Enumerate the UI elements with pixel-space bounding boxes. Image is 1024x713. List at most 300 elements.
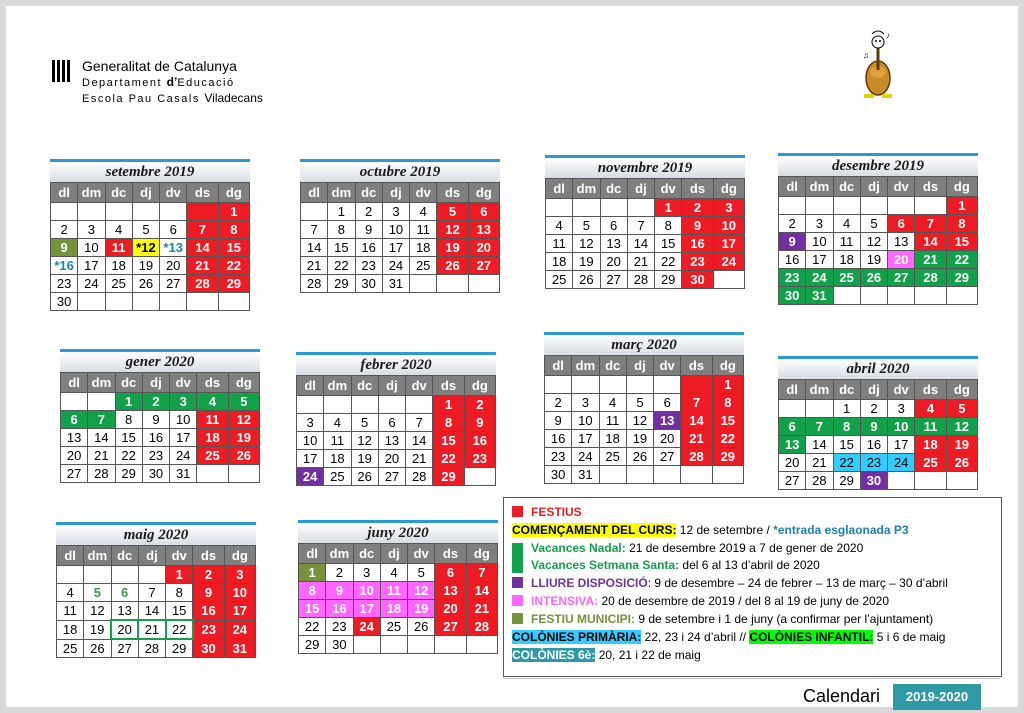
month-title: desembre 2019 (778, 153, 978, 176)
day-cell: 21 (187, 257, 218, 275)
day-header-row (301, 183, 500, 203)
day-cell: 23 (326, 618, 353, 636)
month-setembre (50, 159, 250, 311)
week-row (779, 269, 978, 287)
empty-cell (860, 197, 887, 215)
day-cell: 24 (297, 468, 324, 486)
day-cell: 14 (466, 582, 497, 600)
day-header: dj (382, 183, 409, 203)
day-cell: 13 (111, 602, 138, 621)
day-cell: 5 (626, 394, 653, 412)
week-row (57, 566, 256, 584)
day-cell: 27 (468, 257, 499, 275)
day-cell: 8 (946, 215, 977, 233)
day-header: dl (545, 356, 572, 376)
day-cell: 3 (297, 414, 324, 432)
day-cell: 17 (297, 450, 324, 468)
day-cell: 7 (88, 411, 115, 429)
week-row (61, 411, 260, 429)
week-row (779, 454, 978, 472)
day-cell: 5 (860, 215, 887, 233)
month-juny (298, 520, 498, 654)
legend-lliure: LLIURE DISPOSICIÓ: 9 de desembre – 24 de febrer – 13 de març – 30 d’abril (512, 575, 948, 592)
day-cell: 30 (779, 287, 806, 305)
day-cell: 8 (833, 418, 860, 436)
day-cell: 4 (197, 393, 228, 411)
day-cell: 28 (301, 275, 328, 293)
legend-festius: FESTIUS (512, 504, 582, 521)
day-header: dv (160, 183, 187, 203)
day-cell: 9 (682, 217, 713, 235)
day-cell: 18 (410, 239, 437, 257)
day-cell: 6 (468, 203, 499, 221)
day-cell: 26 (860, 269, 887, 287)
day-cell: 16 (860, 436, 887, 454)
day-cell: 22 (115, 447, 142, 465)
day-cell: 18 (915, 436, 946, 454)
empty-cell (437, 275, 468, 293)
day-header: dm (88, 373, 115, 393)
month-grid (544, 355, 744, 484)
day-cell: 23 (545, 448, 572, 466)
day-cell: 29 (712, 448, 743, 466)
day-cell: 15 (115, 429, 142, 447)
day-cell: 18 (324, 450, 351, 468)
day-cell: 30 (545, 466, 572, 484)
empty-cell (324, 396, 351, 414)
day-cell: 23 (779, 269, 806, 287)
day-header: dg (466, 544, 497, 564)
day-cell: 21 (627, 253, 654, 271)
day-cell: 22 (833, 454, 860, 472)
empty-cell (545, 376, 572, 394)
empty-cell (51, 203, 78, 221)
festius-swatch (512, 506, 523, 517)
day-header: dc (833, 380, 860, 400)
day-header-row (51, 183, 250, 203)
empty-cell (779, 197, 806, 215)
day-cell: 13 (600, 235, 627, 253)
day-header: dm (324, 376, 351, 396)
day-cell: 12 (860, 233, 887, 251)
day-cell: 11 (57, 602, 84, 621)
day-cell: 1 (712, 376, 743, 394)
day-cell: 11 (599, 412, 626, 430)
empty-cell (833, 287, 860, 305)
day-cell: 2 (464, 396, 495, 414)
day-cell: 13 (435, 582, 466, 600)
day-cell: 9 (464, 414, 495, 432)
week-row (299, 600, 498, 618)
week-row (546, 217, 745, 235)
day-cell: 4 (833, 215, 860, 233)
footer-year-badge: 2019-2020 (893, 684, 981, 710)
empty-cell (187, 293, 218, 311)
day-cell: 15 (218, 239, 249, 257)
week-row (545, 466, 744, 484)
page-border-left (0, 0, 6, 713)
day-cell: 16 (142, 429, 169, 447)
legend-comencament: COMENÇAMENT DEL CURS: 12 de setembre / *entrada esglaonada P3 (512, 523, 909, 537)
day-cell: 24 (713, 253, 744, 271)
day-cell: 25 (410, 257, 437, 275)
week-row (57, 584, 256, 602)
day-cell: 12 (626, 412, 653, 430)
day-cell: 29 (833, 472, 860, 490)
empty-cell (410, 275, 437, 293)
day-cell: 26 (626, 448, 653, 466)
legend-box (503, 497, 1002, 677)
day-cell: 22 (166, 620, 193, 639)
day-header: dj (626, 356, 653, 376)
day-cell: 2 (142, 393, 169, 411)
day-cell: 17 (888, 436, 915, 454)
day-cell: 29 (655, 271, 682, 289)
empty-cell (88, 393, 115, 411)
month-grid (298, 543, 498, 654)
empty-cell (712, 466, 743, 484)
day-cell: *12 (132, 239, 159, 257)
day-cell: 5 (437, 203, 468, 221)
day-header: dg (464, 376, 495, 396)
day-cell: 11 (410, 221, 437, 239)
month-title: febrer 2020 (296, 352, 496, 375)
day-cell: 14 (187, 239, 218, 257)
day-header: dv (406, 376, 433, 396)
day-cell: 25 (324, 468, 351, 486)
week-row (545, 412, 744, 430)
day-cell: 10 (353, 582, 380, 600)
day-cell: 28 (627, 271, 654, 289)
day-cell: 27 (111, 639, 138, 658)
day-header-row (299, 544, 498, 564)
week-row (779, 197, 978, 215)
day-header: dg (713, 179, 744, 199)
day-cell: 2 (860, 400, 887, 418)
week-row (779, 233, 978, 251)
day-cell: 30 (193, 639, 224, 658)
day-cell: 2 (326, 564, 353, 582)
day-cell: 30 (326, 636, 353, 654)
department-name: Departament d’Educació (82, 75, 235, 89)
day-cell: 16 (779, 251, 806, 269)
day-cell: 28 (466, 618, 497, 636)
day-cell: 14 (406, 432, 433, 450)
day-cell: 6 (435, 564, 466, 582)
month-grid (50, 182, 250, 311)
day-cell: 15 (655, 235, 682, 253)
day-cell: 11 (197, 411, 228, 429)
day-header: dc (111, 546, 138, 566)
day-cell: 3 (170, 393, 197, 411)
day-cell: 24 (888, 454, 915, 472)
day-cell: 21 (806, 454, 833, 472)
day-cell: 12 (573, 235, 600, 253)
generalitat-logo-icon (50, 60, 72, 82)
week-row (545, 394, 744, 412)
day-header: dc (351, 376, 378, 396)
week-row (299, 636, 498, 654)
empty-cell (915, 472, 946, 490)
week-row (297, 414, 496, 432)
day-cell: 13 (61, 429, 88, 447)
day-cell: 8 (328, 221, 355, 239)
day-cell: 23 (51, 275, 78, 293)
day-header: dl (51, 183, 78, 203)
day-cell: 18 (833, 251, 860, 269)
week-row (779, 418, 978, 436)
day-cell: 29 (218, 275, 249, 293)
day-cell: 14 (806, 436, 833, 454)
day-cell: 31 (382, 275, 409, 293)
day-cell: 8 (299, 582, 326, 600)
day-cell: 2 (193, 566, 224, 584)
empty-cell (915, 197, 946, 215)
day-cell: 15 (166, 602, 193, 621)
day-cell: 4 (410, 203, 437, 221)
day-cell: 16 (545, 430, 572, 448)
empty-cell (806, 197, 833, 215)
day-header: dv (888, 380, 915, 400)
day-header: dv (410, 183, 437, 203)
day-cell: 28 (806, 472, 833, 490)
day-cell: 30 (51, 293, 78, 311)
day-cell: 2 (779, 215, 806, 233)
week-row (779, 436, 978, 454)
empty-cell (946, 472, 977, 490)
day-cell: 24 (78, 275, 105, 293)
day-header: dl (57, 546, 84, 566)
day-cell: 4 (57, 584, 84, 602)
day-cell: 25 (546, 271, 573, 289)
day-cell: 31 (170, 465, 197, 483)
day-cell: 24 (572, 448, 599, 466)
day-cell: 18 (380, 600, 407, 618)
empty-cell (351, 396, 378, 414)
empty-cell (78, 203, 105, 221)
week-row (61, 393, 260, 411)
day-header: dg (468, 183, 499, 203)
day-header: ds (435, 544, 466, 564)
day-cell: 27 (654, 448, 681, 466)
day-cell: 2 (682, 199, 713, 217)
day-cell: 19 (946, 436, 977, 454)
day-header: dl (301, 183, 328, 203)
empty-cell (599, 376, 626, 394)
empty-cell (599, 466, 626, 484)
day-header: dj (860, 380, 887, 400)
day-cell: 14 (627, 235, 654, 253)
empty-cell (78, 293, 105, 311)
day-cell: 27 (160, 275, 187, 293)
day-header-row (545, 356, 744, 376)
day-cell: 9 (860, 418, 887, 436)
day-cell: 18 (57, 620, 84, 639)
day-cell: 14 (301, 239, 328, 257)
month-title: maig 2020 (56, 522, 256, 545)
day-cell: 5 (351, 414, 378, 432)
empty-cell (779, 400, 806, 418)
week-row (57, 639, 256, 658)
page-border-right (1018, 0, 1024, 713)
day-cell: 16 (355, 239, 382, 257)
day-cell: 6 (61, 411, 88, 429)
day-cell: 14 (88, 429, 115, 447)
week-row (297, 396, 496, 414)
day-cell: 3 (78, 221, 105, 239)
day-cell: 31 (224, 639, 255, 658)
empty-cell (297, 396, 324, 414)
day-cell: 14 (138, 602, 165, 621)
day-header: dj (860, 177, 887, 197)
intensiva-swatch (512, 595, 523, 606)
day-header: dj (142, 373, 169, 393)
day-cell: 10 (888, 418, 915, 436)
empty-cell (406, 396, 433, 414)
day-cell: 16 (193, 602, 224, 621)
day-cell: 17 (572, 430, 599, 448)
day-cell: 29 (433, 468, 464, 486)
month-gener (60, 349, 260, 483)
week-row (297, 450, 496, 468)
day-header: dc (355, 183, 382, 203)
day-cell: 30 (682, 271, 713, 289)
day-cell: 2 (545, 394, 572, 412)
week-row (61, 447, 260, 465)
day-cell: 21 (138, 620, 165, 639)
day-cell: 29 (166, 639, 193, 658)
month-marc (544, 332, 744, 484)
day-header: dg (946, 177, 977, 197)
day-cell: 10 (170, 411, 197, 429)
legend-colonies-6: COLÒNIES 6è: 20, 21 i 22 de maig (512, 648, 701, 662)
empty-cell (111, 566, 138, 584)
day-cell: 27 (600, 271, 627, 289)
empty-cell (546, 199, 573, 217)
day-header: dv (655, 179, 682, 199)
day-header: dm (84, 546, 111, 566)
day-cell: 25 (915, 454, 946, 472)
day-header: dj (627, 179, 654, 199)
empty-cell (654, 376, 681, 394)
empty-cell (888, 472, 915, 490)
empty-cell (380, 636, 407, 654)
empty-cell (833, 197, 860, 215)
day-cell: 26 (437, 257, 468, 275)
day-cell: 15 (433, 432, 464, 450)
week-row (57, 602, 256, 621)
day-cell: 4 (915, 400, 946, 418)
day-header: dl (61, 373, 88, 393)
day-header: dl (546, 179, 573, 199)
day-cell: 26 (408, 618, 435, 636)
day-cell: 20 (654, 430, 681, 448)
day-cell: 29 (115, 465, 142, 483)
day-cell: 12 (408, 582, 435, 600)
week-row (297, 468, 496, 486)
month-abril (778, 356, 978, 490)
day-cell: 12 (437, 221, 468, 239)
day-cell: 11 (915, 418, 946, 436)
day-header: dm (78, 183, 105, 203)
day-header: dv (408, 544, 435, 564)
day-cell: 31 (806, 287, 833, 305)
day-header: dg (712, 356, 743, 376)
day-cell: 31 (572, 466, 599, 484)
day-header: dl (779, 177, 806, 197)
empty-cell (187, 203, 218, 221)
day-cell: 8 (115, 411, 142, 429)
day-cell: 22 (299, 618, 326, 636)
month-title: abril 2020 (778, 356, 978, 379)
week-row (51, 203, 250, 221)
day-header: dc (353, 544, 380, 564)
empty-cell (228, 465, 259, 483)
week-row (301, 221, 500, 239)
day-cell: 25 (57, 639, 84, 658)
day-cell: 5 (573, 217, 600, 235)
day-cell: 20 (378, 450, 405, 468)
day-cell: 6 (600, 217, 627, 235)
month-title: juny 2020 (298, 520, 498, 543)
day-header: dc (599, 356, 626, 376)
day-cell: 15 (833, 436, 860, 454)
day-cell: 7 (301, 221, 328, 239)
day-cell: 12 (84, 602, 111, 621)
day-cell: 9 (779, 233, 806, 251)
page-border-bottom (0, 707, 1024, 713)
day-cell: 8 (712, 394, 743, 412)
day-cell: 7 (138, 584, 165, 602)
empty-cell (627, 199, 654, 217)
empty-cell (888, 197, 915, 215)
legend-nadal: Vacances Nadal: 21 de desembre 2019 a 7 de gener de 2020 (512, 540, 863, 557)
page-border-top (0, 0, 1024, 6)
day-cell: 5 (228, 393, 259, 411)
week-row (545, 448, 744, 466)
day-cell: 20 (61, 447, 88, 465)
day-cell: 19 (132, 257, 159, 275)
day-header: dc (600, 179, 627, 199)
empty-cell (160, 293, 187, 311)
day-cell: 12 (351, 432, 378, 450)
day-cell: 27 (888, 269, 915, 287)
day-cell: 1 (946, 197, 977, 215)
month-title: gener 2020 (60, 349, 260, 372)
day-header: dv (654, 356, 681, 376)
day-header-row (546, 179, 745, 199)
empty-cell (860, 287, 887, 305)
week-row (61, 465, 260, 483)
day-cell: 7 (915, 215, 946, 233)
day-cell: 28 (406, 468, 433, 486)
day-cell: 9 (142, 411, 169, 429)
day-cell: 13 (779, 436, 806, 454)
week-row (779, 215, 978, 233)
day-cell: 22 (946, 251, 977, 269)
month-febrer (296, 352, 496, 486)
empty-cell (946, 287, 977, 305)
month-octubre (300, 159, 500, 293)
day-cell: 7 (406, 414, 433, 432)
day-cell: 23 (464, 450, 495, 468)
week-row (51, 221, 250, 239)
day-cell: 18 (546, 253, 573, 271)
day-header-row (779, 380, 978, 400)
day-header: ds (915, 380, 946, 400)
week-row (779, 251, 978, 269)
empty-cell (132, 203, 159, 221)
